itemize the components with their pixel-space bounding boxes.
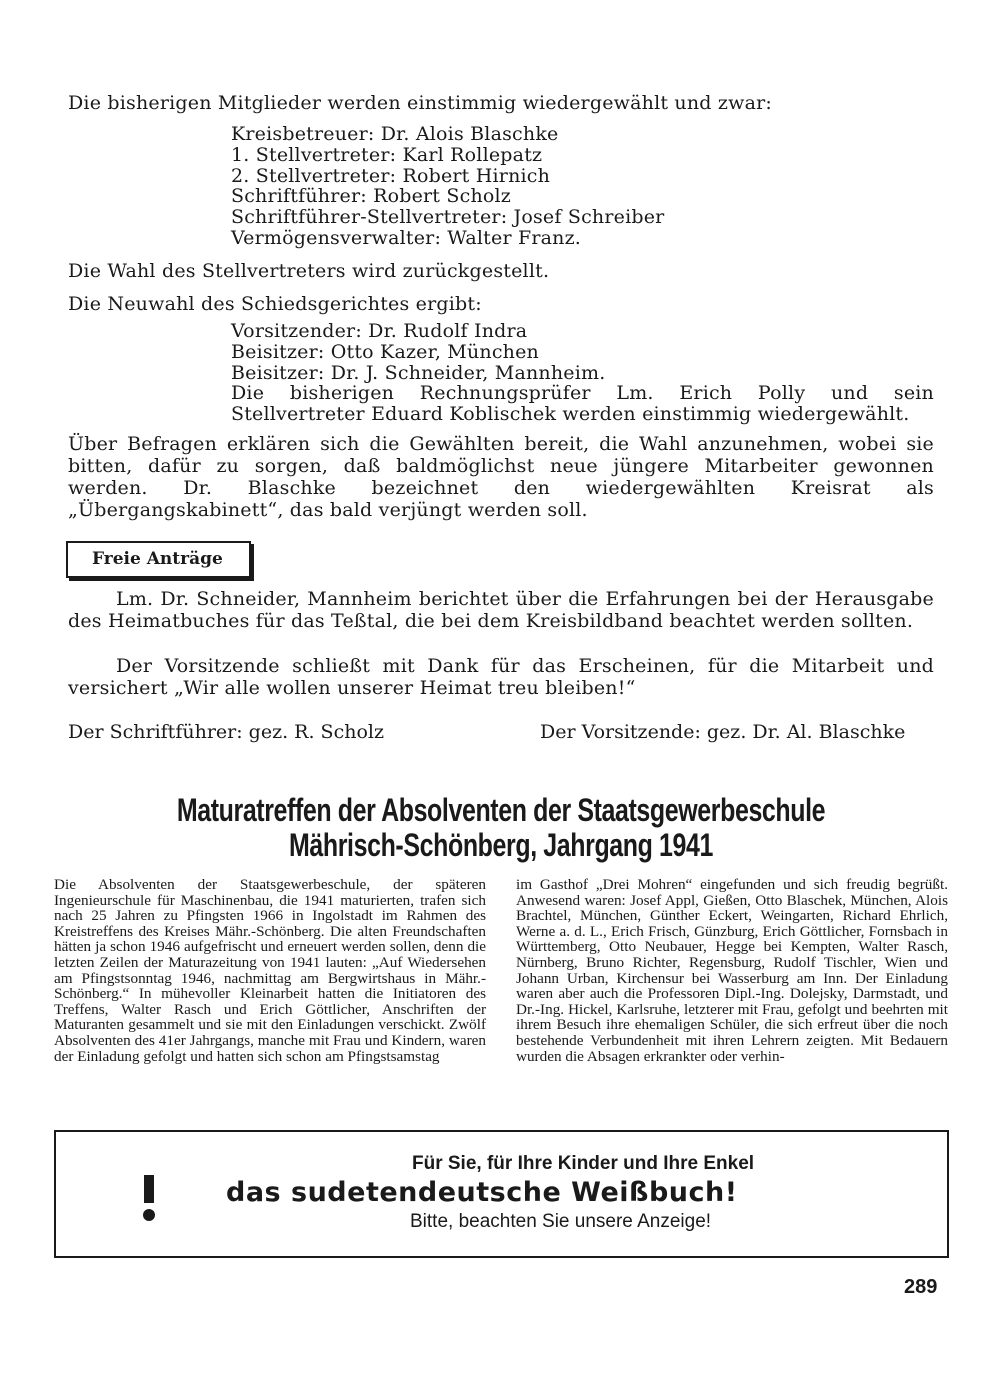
auditors-paragraph: Die bisherigen Rechnungsprüfer Lm. Erich Polly und sein Stellvertreter Eduard Koblischek werden einstimmig wiedergewählt. <box>231 382 934 425</box>
free-motions-paragraph-2: Der Vorsitzende schließt mit Dank für das Erscheinen, für die Mitarbeit und versichert „Wir alle wollen unserer Heimat treu bleiben!“ <box>68 655 934 699</box>
member-line: Schriftführer: Robert Scholz <box>231 185 512 208</box>
member-line: 1. Stellvertreter: Karl Rollepatz <box>231 143 543 166</box>
article-column-right: im Gasthof „Drei Mohren“ eingefunden und sich freudig begrüßt. Anwesend waren: Josef Appl, Gießen, Otto Blaschek, München, Alois Brachtel, München, Günther Eckert, Weingarten, Richard Ehrlich, Werne a. d. L., Erich Frisch, Günzburg, Erich Göttlicher, Fornsbach in Württemberg, Otto Neubauer, Hegge bei Kempten, Walter Rasch, Nürnberg, Bruno Richter, Regensburg, Rudolf Tischler, Wien und Johann Urban, Kirchensur bei Wasserburg am Inn. Der Einladung waren aber auch die Professoren Dipl.-Ing. Dolejsky, Darmstadt, und Dr.-Ing. Hickel, Karlsruhe, letzterer mit Frau, gefolgt und beehrten mit ihrem Besuch ihre ehemaligen Schüler, die sich erfreut über die noch bestehende Verbundenheit mit ihren Lehrern zeigten. Mit Bedauern wurden die Absagen erkrankter oder verhin- <box>516 876 948 1065</box>
free-motions-paragraph-1: Lm. Dr. Schneider, Mannheim berichtet über die Erfahrungen bei der Herausgabe des Heimatbuches für das Teßtal, die bei dem Kreisbildband beachtet werden sollten. <box>68 588 934 632</box>
article-column-left: Die Absolventen der Staatsgewerbeschule, der späteren Ingenieurschule für Maschinenbau, die 1941 maturierten, trafen sich nach 25 Jahren zu Pfingsten 1966 in Ingolstadt im Rahmen des Kreistreffens des Kreises Mähr.-Schönberg. Die alten Freundschaften hätten ja schon 1946 aufgefrischt und erneuert werden sollen, denn die letzten Zeilen der Maturazeitung von 1941 lauten: „Auf Wiedersehen am Pfingstsonntag 1946, nachmittag am Bergwirtshaus in Mähr.-Schönberg.“ In mühevoller Kleinarbeit hatten die Initiatoren des Treffens, Walter Rasch und Erich Göttlicher, Anschriften der Maturanten gesammelt und sie mit den Einladungen verschickt. Zwölf Absolventen des 41er Jahrgangs, manche mit Frau und Kindern, waren der Einladung gefolgt und hatten sich schon am Pfingstsamstag <box>54 876 486 1065</box>
deferred-election: Die Wahl des Stellvertreters wird zurückgestellt. <box>68 260 550 282</box>
arbitration-list <box>231 321 934 383</box>
advert-line-1: Für Sie, für Ihre Kinder und Ihre Enkel <box>412 1153 755 1174</box>
page-number: 289 <box>904 1276 938 1298</box>
members-intro: Die bisherigen Mitglieder werden einstimmig wiedergewählt und zwar: <box>68 92 772 114</box>
member-line: Vermögensverwalter: Walter Franz. <box>231 226 582 249</box>
member-line: Kreisbetreuer: Dr. Alois Blaschke <box>231 123 559 145</box>
free-motions-heading: Freie Anträge <box>66 541 251 578</box>
arbitration-line: Vorsitzender: Dr. Rudolf Indra <box>231 320 528 342</box>
acceptance-paragraph: Über Befragen erklären sich die Gewählten bereit, die Wahl anzunehmen, wobei sie bitten, dafür zu sorgen, daß baldmöglichst neue jüngere Mitarbeiter gewonnen werden. Dr. Blaschke bezeichnet den wiedergewählten Kreisrat als „Übergangskabinett“, das bald verjüngt werden soll. <box>68 433 934 521</box>
arbitration-line: Beisitzer: Otto Kazer, München <box>231 340 539 363</box>
arbitration-intro: Die Neuwahl des Schiedsgerichtes ergibt: <box>68 293 482 315</box>
chair-signature: Der Vorsitzende: gez. Dr. Al. Blaschke <box>540 721 906 743</box>
member-line: Schriftführer-Stellvertreter: Josef Schreiber <box>231 206 665 229</box>
exclamation-icon <box>140 1175 158 1223</box>
member-line: 2. Stellvertreter: Robert Hirnich <box>231 164 551 187</box>
advert-line-3: Bitte, beachten Sie unsere Anzeige! <box>410 1211 712 1232</box>
secretary-signature: Der Schriftführer: gez. R. Scholz <box>68 721 384 743</box>
article-headline-line-1: Maturatreffen der Absolventen der Staatsgewerbeschule <box>176 792 826 828</box>
article-headline-line-2: Mährisch-Schönberg, Jahrgang 1941 <box>288 827 714 863</box>
advert-line-2: das sudetendeutsche Weißbuch! <box>226 1177 738 1208</box>
arbitration-line: Beisitzer: Dr. J. Schneider, Mannheim. <box>231 361 606 384</box>
members-list <box>231 124 934 249</box>
